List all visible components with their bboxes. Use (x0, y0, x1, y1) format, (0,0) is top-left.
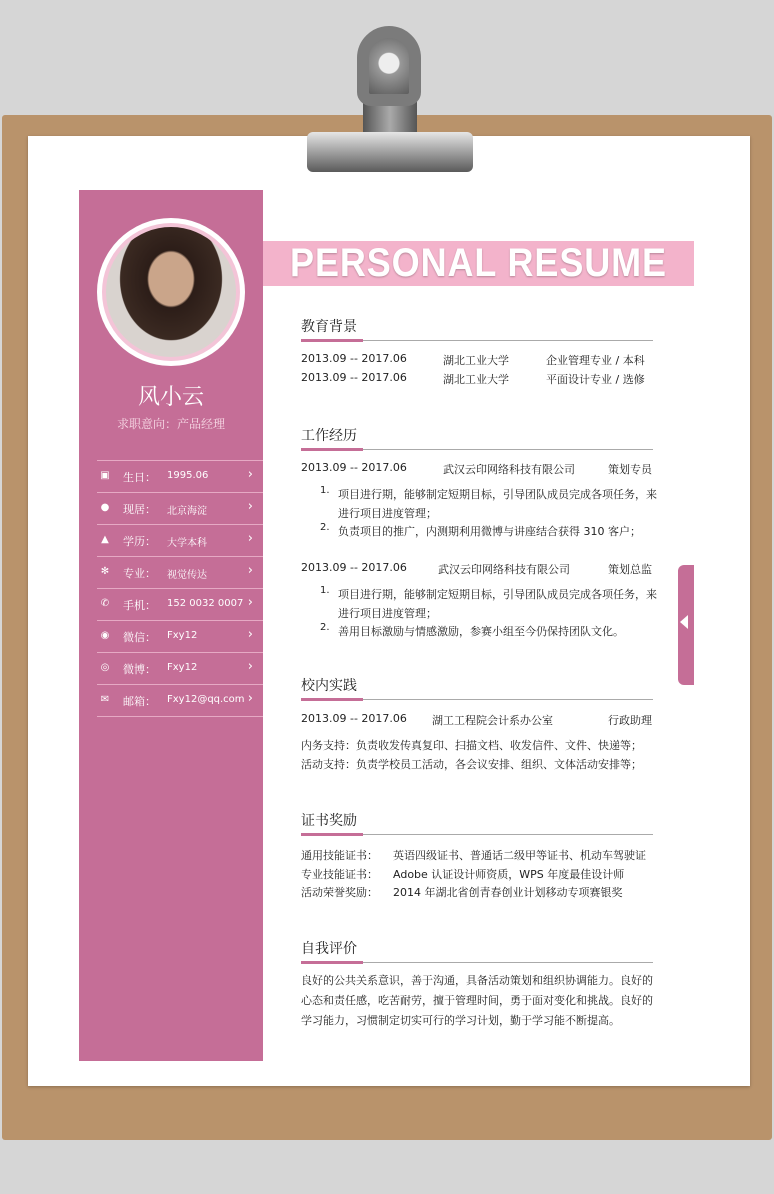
info-row-wechat[interactable] (97, 621, 263, 653)
edu-school: 湖北工业大学 (443, 354, 509, 367)
phone-icon: ✆ (100, 598, 110, 609)
info-value: 1995.06 (167, 470, 209, 481)
info-row-phone[interactable] (97, 589, 263, 621)
graduation-cap-icon: ▲ (101, 534, 109, 545)
chevron-right-icon: › (247, 563, 253, 578)
section-title-certificates: 证书奖励 (301, 813, 357, 829)
cert-value: 2014 年湖北省创青春创业计划移动专项赛银奖 (393, 886, 623, 899)
info-value: Fxy12 (167, 630, 198, 641)
cert-label: 活动荣誉奖励： (301, 886, 378, 899)
wechat-icon: ◉ (100, 630, 110, 641)
calendar-icon: ▣ (100, 470, 110, 481)
section-rule (301, 962, 653, 963)
info-row-weibo[interactable] (97, 653, 263, 685)
info-value: 152 0032 0007 (167, 598, 244, 609)
campus-line: 内务支持：负责收发传真复印、扫描文档、收发信件、文件、快递等； (301, 739, 642, 752)
job-intent: 求职意向：产品经理 (116, 417, 225, 431)
info-value: 大学本科 (167, 538, 207, 549)
section-title-campus: 校内实践 (301, 678, 357, 694)
gear-icon: ✻ (100, 566, 110, 577)
info-label: 专业： (123, 567, 156, 580)
section-rule (301, 340, 653, 341)
job-role: 策划专员 (608, 463, 652, 476)
campus-role: 行政助理 (608, 714, 652, 727)
chevron-right-icon: › (247, 691, 253, 706)
job-date: 2013.09 -- 2017.06 (301, 561, 407, 574)
cert-label: 通用技能证书： (301, 849, 378, 862)
section-rule (301, 449, 653, 450)
edu-school: 湖北工业大学 (443, 373, 509, 386)
info-value: Fxy12 (167, 662, 198, 673)
info-label: 手机： (123, 599, 156, 612)
profile-sidebar (79, 190, 263, 1061)
edu-major: 平面设计专业 / 选修 (546, 373, 645, 386)
campus-org: 湖工工程院会计系办公室 (432, 714, 553, 727)
mail-icon: ✉ (100, 694, 110, 705)
job-company: 武汉云印网络科技有限公司 (443, 463, 575, 476)
chevron-right-icon: › (247, 627, 253, 642)
section-title-self-evaluation: 自我评价 (301, 941, 357, 957)
info-label: 学历： (123, 535, 156, 548)
job-role: 策划总监 (608, 563, 652, 576)
avatar (97, 218, 245, 366)
chevron-right-icon: › (247, 499, 253, 514)
info-label: 邮箱： (123, 695, 156, 708)
section-rule (301, 834, 653, 835)
side-tab-button[interactable] (678, 565, 694, 685)
section-title-education: 教育背景 (301, 319, 357, 335)
info-label: 生日： (123, 471, 156, 484)
cert-value: Adobe 认证设计师资质，WPS 年度最佳设计师 (393, 868, 625, 881)
location-pin-icon: ● (100, 502, 110, 513)
info-row-birthday[interactable] (97, 460, 263, 493)
contact-list (97, 460, 263, 717)
info-row-location[interactable] (97, 493, 263, 525)
section-title-work: 工作经历 (301, 428, 357, 444)
arrow-left-icon (680, 615, 688, 629)
self-evaluation-text: 良好的公共关系意识，善于沟通，具备活动策划和组织协调能力。良好的心态和责任感，吃苦耐劳，擅于管理时间，勇于面对变化和挑战。良好的学习能力，习惯制定切实可行的学习计划，勤于学习能不断提高。 (301, 974, 653, 1027)
info-row-major[interactable] (97, 557, 263, 589)
campus-line: 活动支持：负责学校员工活动，各会议安排、组织、文体活动安排等； (301, 758, 642, 771)
resume-banner-title: PERSONAL RESUME (290, 241, 667, 285)
cert-label: 专业技能证书： (301, 868, 378, 881)
info-value: 北京海淀 (167, 506, 207, 517)
info-label: 现居： (123, 503, 156, 516)
edu-date: 2013.09 -- 2017.06 (301, 352, 407, 365)
info-label: 微博： (123, 663, 156, 676)
weibo-icon: ◎ (100, 662, 110, 673)
campus-date: 2013.09 -- 2017.06 (301, 712, 407, 725)
info-value: 视觉传达 (167, 570, 207, 581)
info-row-email[interactable] (97, 685, 263, 717)
cert-value: 英语四级证书、普通话二级甲等证书、机动车驾驶证 (393, 849, 646, 862)
edu-date: 2013.09 -- 2017.06 (301, 371, 407, 384)
info-label: 微信： (123, 631, 156, 644)
chevron-right-icon: › (247, 467, 253, 482)
section-rule (301, 699, 653, 700)
binder-clip (305, 20, 475, 180)
info-value: Fxy12@qq.com (167, 694, 245, 705)
profile-name: 风小云 (137, 385, 204, 410)
chevron-right-icon: › (247, 595, 253, 610)
chevron-right-icon: › (247, 659, 253, 674)
job-date: 2013.09 -- 2017.06 (301, 461, 407, 474)
job-company: 武汉云印网络科技有限公司 (438, 563, 570, 576)
profile-photo (106, 227, 236, 357)
edu-major: 企业管理专业 / 本科 (546, 354, 645, 367)
chevron-right-icon: › (247, 531, 253, 546)
info-row-education[interactable] (97, 525, 263, 557)
